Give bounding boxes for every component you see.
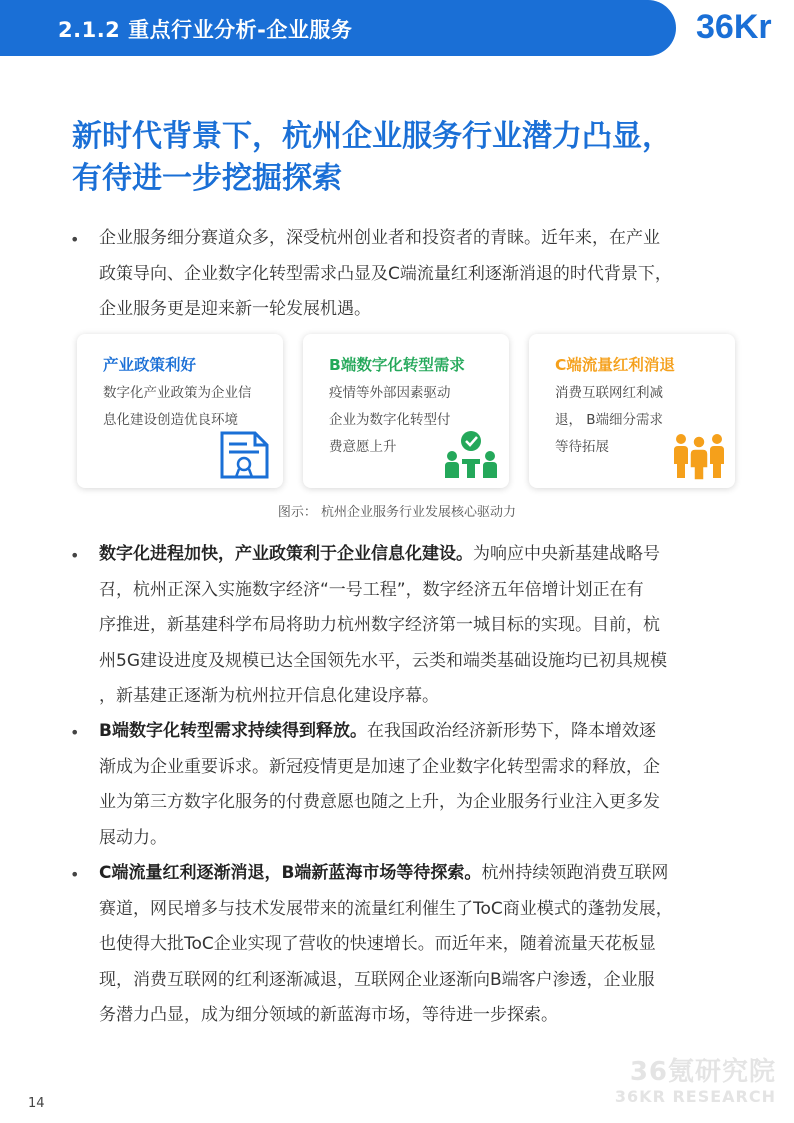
section-line: C端流量红利逐渐消退，B端新蓝海市场等待探索。杭州持续领跑消费互联网 (99, 863, 669, 883)
section-title: 2.1.2 重点行业分析-企业服务 (58, 18, 353, 42)
page-title (72, 116, 752, 200)
page-number: 14 (28, 1096, 45, 1111)
page-title-line-1: 新时代背景下，杭州企业服务行业潜力凸显， (72, 119, 672, 154)
people-icon (673, 430, 725, 480)
card-title: 产业政策利好 (103, 356, 197, 374)
bullet-icon: • (70, 546, 80, 565)
section-line: 渐成为企业重要诉求。新冠疫情更是加速了企业数字化转型需求的释放，企 (99, 756, 660, 777)
section-line: 数字化进程加快，产业政策利于企业信息化建设。为响应中央新基建战略号 (99, 544, 660, 564)
section-heading: 数字化进程加快，产业政策利于企业信息化建设。 (99, 544, 473, 564)
card-body-line: 疫情等外部因素驱动 (329, 385, 451, 401)
intro-line-2: 政策导向、企业数字化转型需求凸显及C端流量红利逐渐消退的时代背景下， (99, 263, 672, 284)
section-line: B端数字化转型需求持续得到释放。在我国政治经济新形势下，降本增效逐 (99, 721, 656, 741)
section-line: 业为第三方数字化服务的付费意愿也随之上升，为企业服务行业注入更多发 (99, 792, 660, 812)
section-line: ，新基建正逐渐为杭州拉开信息化建设序幕。 (99, 686, 439, 706)
card-title: C端流量红利消退 (555, 356, 675, 374)
watermark-en: 36KR RESEARCH (614, 1087, 776, 1106)
logo-text: 36Kr (696, 8, 772, 46)
driver-card-policy (77, 334, 283, 488)
intro-line-1: 企业服务细分赛道众多，深受杭州创业者和投资者的青睐。近年来，在产业 (99, 228, 660, 248)
section-paragraph (99, 537, 739, 715)
watermark (615, 1057, 776, 1107)
card-body-line: 企业为数字化转型付 (329, 412, 451, 428)
section-line: 序推进，新基建科学布局将助力杭州数字经济第一城目标的实现。目前，杭 (99, 615, 660, 635)
card-title: B端数字化转型需求 (329, 356, 465, 374)
36kr-logo (692, 0, 794, 56)
figure-caption: 图示： 杭州企业服务行业发展核心驱动力 (277, 505, 517, 520)
driver-card-digital-transformation (303, 334, 509, 488)
section-line: 召，杭州正深入实施数字经济“一号工程”，数字经济五年倍增计划正在有 (99, 579, 644, 600)
driver-card-c-traffic (529, 334, 735, 488)
section-heading: B端数字化转型需求持续得到释放。 (99, 721, 367, 741)
intro-paragraph (99, 221, 739, 328)
section-paragraph (99, 856, 739, 1034)
page-title-line-2: 有待进一步挖掘探索 (72, 161, 342, 196)
bullet-icon: • (70, 230, 80, 249)
section-paragraph (99, 714, 739, 856)
card-body (103, 380, 275, 434)
certificate-icon (219, 430, 271, 480)
bullet-icon: • (70, 865, 80, 884)
team-check-icon (443, 430, 499, 480)
intro-line-3: 企业服务更是迎来新一轮发展机遇。 (99, 299, 371, 319)
section-line: 现，消费互联网的红利逐渐减退，互联网企业逐渐向B端客户渗透，企业服 (99, 969, 655, 990)
card-body-line: 息化建设创造优良环境 (103, 412, 238, 428)
section-line: 也使得大批ToC企业实现了营收的快速增长。而近年来，随着流量天花板显 (99, 934, 656, 954)
card-body-line: 等待拓展 (555, 439, 609, 455)
card-body-line: 费意愿上升 (329, 439, 397, 455)
section-line: 展动力。 (99, 827, 167, 848)
section-line: 务潜力凸显，成为细分领域的新蓝海市场，等待进一步探索。 (99, 1005, 558, 1025)
watermark-cn: 36氪研究院 (629, 1057, 776, 1087)
card-body-line: 数字化产业政策为企业信 (103, 385, 252, 401)
card-body-line: 消费互联网红利减 (555, 385, 663, 401)
bullet-icon: • (70, 723, 80, 742)
section-heading: C端流量红利逐渐消退，B端新蓝海市场等待探索。 (99, 863, 482, 883)
section-line: 赛道，网民增多与技术发展带来的流量红利催生了ToC商业模式的蓬勃发展， (99, 898, 673, 919)
section-line: 州5G建设进度及规模已达全国领先水平，云类和端类基础设施均已初具规模 (99, 650, 667, 671)
card-body-line: 退， B端细分需求 (555, 412, 664, 428)
